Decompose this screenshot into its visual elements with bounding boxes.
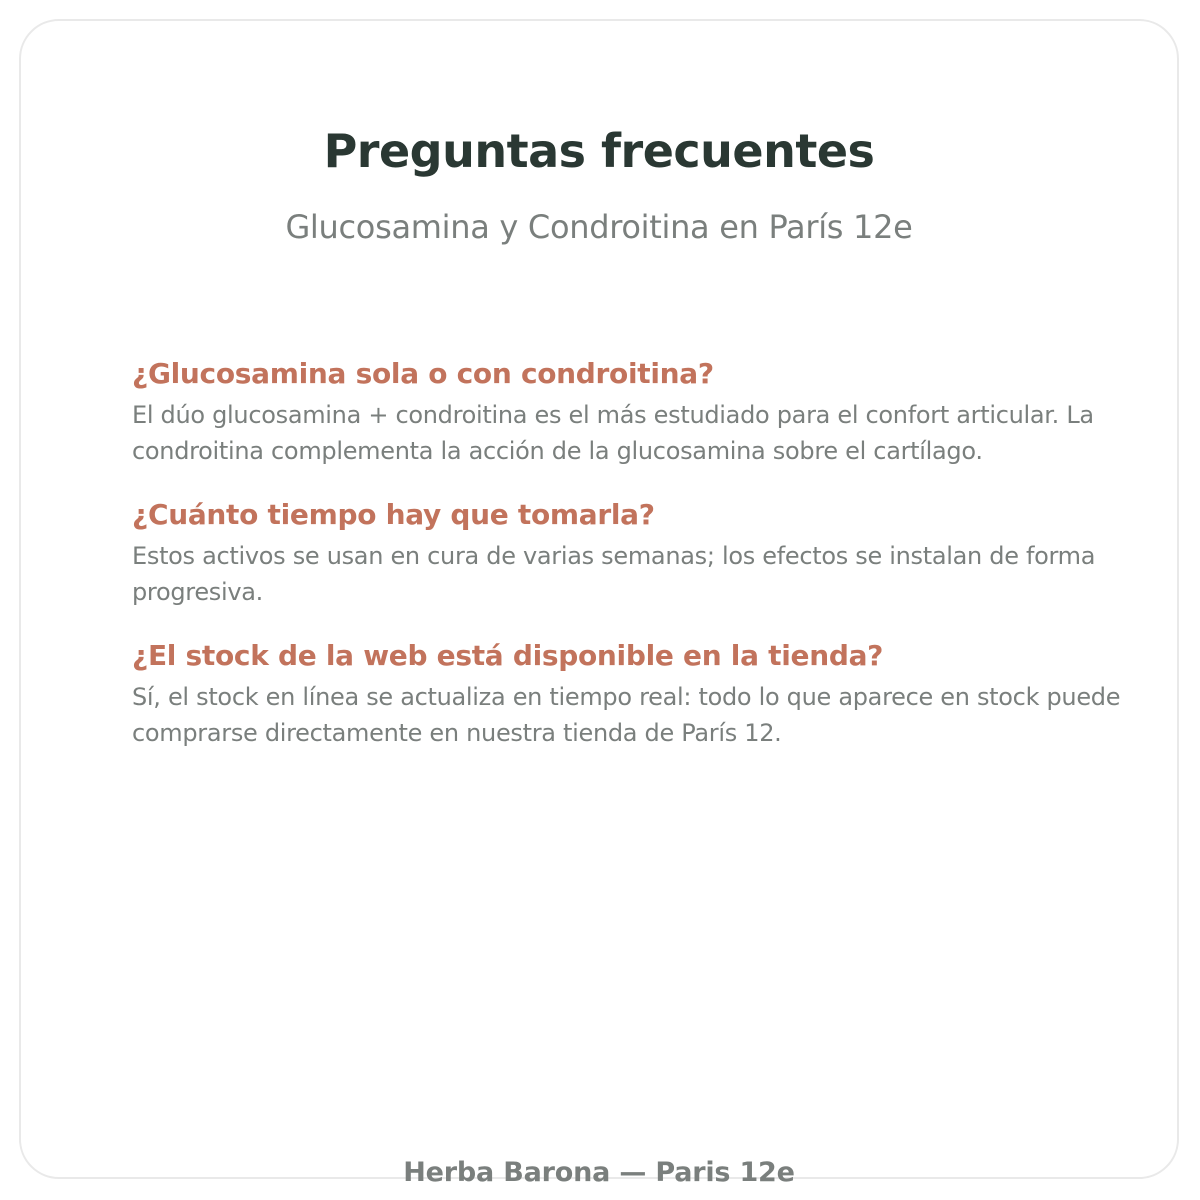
footer-brand: Herba Barona — Paris 12e bbox=[403, 1157, 795, 1188]
page-title: Preguntas frecuentes bbox=[323, 124, 875, 178]
faq-item bbox=[132, 637, 1122, 751]
faq-card bbox=[19, 19, 1179, 1188]
faq-answer: Estos activos se usan en cura de varias semanas; los efectos se instalan de forma progresiva. bbox=[132, 542, 1096, 606]
faq-question: ¿Cuánto tiempo hay que tomarla? bbox=[132, 498, 655, 531]
faq-question: ¿El stock de la web está disponible en la tienda? bbox=[132, 639, 884, 672]
faq-answer: El dúo glucosamina + condroitina es el más estudiado para el confort articular. La condroitina complementa la acción de la glucosamina sobre el cartílago. bbox=[132, 401, 1094, 465]
faq-item bbox=[132, 496, 1122, 610]
faq-question: ¿Glucosamina sola o con condroitina? bbox=[132, 357, 714, 390]
page-subtitle: Glucosamina y Condroitina en París 12e bbox=[285, 208, 913, 246]
faq-list bbox=[132, 355, 1122, 778]
faq-item bbox=[132, 355, 1122, 469]
faq-answer: Sí, el stock en línea se actualiza en tiempo real: todo lo que aparece en stock puede comprarse directamente en nuestra tienda de París 12. bbox=[132, 683, 1121, 747]
